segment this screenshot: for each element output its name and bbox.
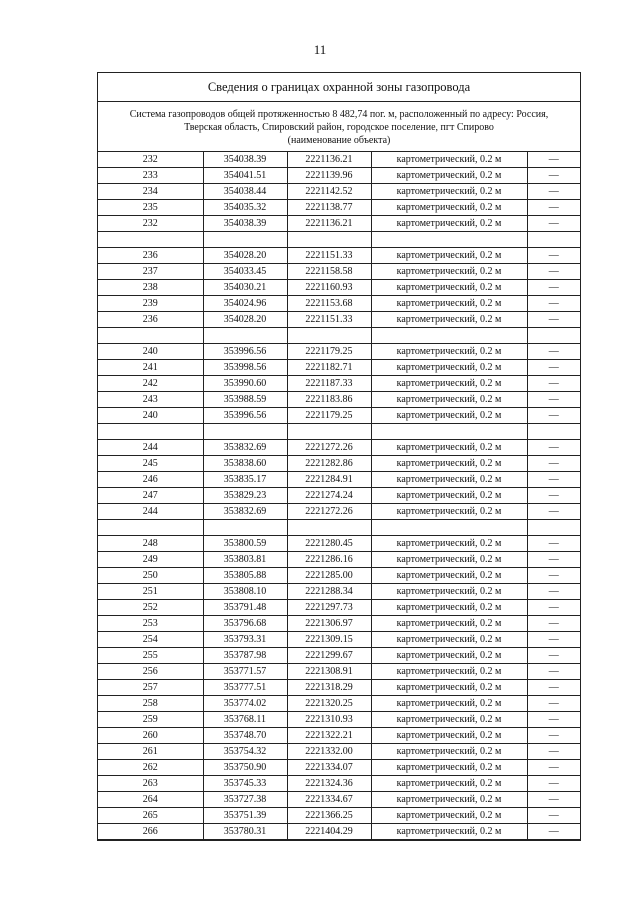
note-cell: —	[527, 552, 580, 568]
y-coordinate-cell: 2221160.93	[287, 280, 371, 296]
method-cell: картометрический, 0.2 м	[371, 216, 527, 232]
point-number-cell: 254	[98, 632, 203, 648]
x-coordinate-cell: 353771.57	[203, 664, 287, 680]
method-cell	[371, 232, 527, 248]
note-cell: —	[527, 600, 580, 616]
x-coordinate-cell: 354028.20	[203, 248, 287, 264]
method-cell: картометрический, 0.2 м	[371, 808, 527, 824]
point-number-cell	[98, 232, 203, 248]
y-coordinate-cell: 2221310.93	[287, 712, 371, 728]
y-coordinate-cell: 2221284.91	[287, 472, 371, 488]
method-cell: картометрический, 0.2 м	[371, 680, 527, 696]
point-number-cell: 264	[98, 792, 203, 808]
note-cell	[527, 232, 580, 248]
note-cell: —	[527, 168, 580, 184]
y-coordinate-cell: 2221138.77	[287, 200, 371, 216]
point-number-cell: 242	[98, 376, 203, 392]
method-cell: картометрический, 0.2 м	[371, 344, 527, 360]
y-coordinate-cell: 2221324.36	[287, 776, 371, 792]
y-coordinate-cell: 2221158.58	[287, 264, 371, 280]
method-cell: картометрический, 0.2 м	[371, 696, 527, 712]
x-coordinate-cell: 353787.98	[203, 648, 287, 664]
y-coordinate-cell: 2221308.91	[287, 664, 371, 680]
table-row	[98, 200, 580, 216]
note-cell: —	[527, 440, 580, 456]
x-coordinate-cell: 353748.70	[203, 728, 287, 744]
y-coordinate-cell: 2221139.96	[287, 168, 371, 184]
point-number-cell: 238	[98, 280, 203, 296]
note-cell: —	[527, 456, 580, 472]
note-cell: —	[527, 792, 580, 808]
table-row-separator	[98, 520, 580, 536]
method-cell: картометрический, 0.2 м	[371, 408, 527, 424]
y-coordinate-cell: 2221280.45	[287, 536, 371, 552]
x-coordinate-cell: 353777.51	[203, 680, 287, 696]
method-cell: картометрический, 0.2 м	[371, 296, 527, 312]
table-row	[98, 536, 580, 552]
note-cell: —	[527, 392, 580, 408]
method-cell: картометрический, 0.2 м	[371, 152, 527, 168]
x-coordinate-cell: 353838.60	[203, 456, 287, 472]
point-number-cell: 258	[98, 696, 203, 712]
method-cell	[371, 328, 527, 344]
object-caption: (наименование объекта)	[287, 135, 391, 146]
table-row	[98, 472, 580, 488]
x-coordinate-cell: 354041.51	[203, 168, 287, 184]
note-cell	[527, 424, 580, 440]
table-row	[98, 600, 580, 616]
method-cell: картометрический, 0.2 м	[371, 376, 527, 392]
note-cell: —	[527, 776, 580, 792]
table-row	[98, 152, 580, 168]
coordinates-table	[98, 152, 580, 840]
y-coordinate-cell: 2221272.26	[287, 504, 371, 520]
table-row	[98, 216, 580, 232]
y-coordinate-cell: 2221318.29	[287, 680, 371, 696]
note-cell: —	[527, 584, 580, 600]
x-coordinate-cell: 354038.39	[203, 216, 287, 232]
x-coordinate-cell: 353996.56	[203, 408, 287, 424]
table-row	[98, 648, 580, 664]
point-number-cell: 263	[98, 776, 203, 792]
x-coordinate-cell: 353832.69	[203, 504, 287, 520]
x-coordinate-cell: 353751.39	[203, 808, 287, 824]
y-coordinate-cell: 2221320.25	[287, 696, 371, 712]
table-row	[98, 632, 580, 648]
note-cell: —	[527, 248, 580, 264]
method-cell: картометрический, 0.2 м	[371, 584, 527, 600]
note-cell: —	[527, 536, 580, 552]
table-row	[98, 344, 580, 360]
y-coordinate-cell: 2221187.33	[287, 376, 371, 392]
point-number-cell: 257	[98, 680, 203, 696]
note-cell: —	[527, 648, 580, 664]
y-coordinate-cell	[287, 520, 371, 536]
y-coordinate-cell: 2221183.86	[287, 392, 371, 408]
point-number-cell: 266	[98, 824, 203, 840]
table-row	[98, 680, 580, 696]
table-row	[98, 616, 580, 632]
y-coordinate-cell: 2221334.07	[287, 760, 371, 776]
method-cell	[371, 424, 527, 440]
point-number-cell: 244	[98, 440, 203, 456]
x-coordinate-cell: 353996.56	[203, 344, 287, 360]
x-coordinate-cell: 353832.69	[203, 440, 287, 456]
table-row	[98, 504, 580, 520]
x-coordinate-cell: 354035.32	[203, 200, 287, 216]
method-cell: картометрический, 0.2 м	[371, 312, 527, 328]
point-number-cell: 256	[98, 664, 203, 680]
table-row	[98, 440, 580, 456]
point-number-cell: 232	[98, 152, 203, 168]
x-coordinate-cell: 353791.48	[203, 600, 287, 616]
y-coordinate-cell	[287, 424, 371, 440]
point-number-cell: 265	[98, 808, 203, 824]
x-coordinate-cell: 353745.33	[203, 776, 287, 792]
y-coordinate-cell: 2221136.21	[287, 216, 371, 232]
method-cell: картометрический, 0.2 м	[371, 456, 527, 472]
table-row	[98, 792, 580, 808]
note-cell	[527, 328, 580, 344]
table-row	[98, 248, 580, 264]
note-cell: —	[527, 216, 580, 232]
note-cell: —	[527, 616, 580, 632]
point-number-cell: 261	[98, 744, 203, 760]
document-title: Сведения о границах охранной зоны газопровода	[98, 73, 580, 102]
table-row	[98, 184, 580, 200]
note-cell: —	[527, 344, 580, 360]
x-coordinate-cell: 354038.44	[203, 184, 287, 200]
point-number-cell: 241	[98, 360, 203, 376]
note-cell: —	[527, 280, 580, 296]
x-coordinate-cell: 353796.68	[203, 616, 287, 632]
y-coordinate-cell: 2221299.67	[287, 648, 371, 664]
point-number-cell: 245	[98, 456, 203, 472]
method-cell: картометрический, 0.2 м	[371, 536, 527, 552]
point-number-cell: 255	[98, 648, 203, 664]
y-coordinate-cell: 2221322.21	[287, 728, 371, 744]
x-coordinate-cell: 353998.56	[203, 360, 287, 376]
method-cell: картометрический, 0.2 м	[371, 616, 527, 632]
point-number-cell: 252	[98, 600, 203, 616]
method-cell: картометрический, 0.2 м	[371, 648, 527, 664]
y-coordinate-cell	[287, 328, 371, 344]
method-cell: картометрический, 0.2 м	[371, 568, 527, 584]
note-cell: —	[527, 824, 580, 840]
x-coordinate-cell: 354033.45	[203, 264, 287, 280]
method-cell: картометрический, 0.2 м	[371, 552, 527, 568]
point-number-cell: 239	[98, 296, 203, 312]
table-row	[98, 392, 580, 408]
x-coordinate-cell: 353835.17	[203, 472, 287, 488]
method-cell: картометрический, 0.2 м	[371, 264, 527, 280]
y-coordinate-cell: 2221153.68	[287, 296, 371, 312]
point-number-cell: 237	[98, 264, 203, 280]
method-cell: картометрический, 0.2 м	[371, 200, 527, 216]
y-coordinate-cell: 2221334.67	[287, 792, 371, 808]
point-number-cell: 260	[98, 728, 203, 744]
point-number-cell	[98, 424, 203, 440]
point-number-cell: 232	[98, 216, 203, 232]
method-cell: картометрический, 0.2 м	[371, 440, 527, 456]
table-row	[98, 312, 580, 328]
x-coordinate-cell: 353990.60	[203, 376, 287, 392]
method-cell	[371, 520, 527, 536]
note-cell: —	[527, 360, 580, 376]
object-description	[98, 102, 580, 152]
table-row	[98, 264, 580, 280]
point-number-cell: 236	[98, 312, 203, 328]
y-coordinate-cell: 2221332.00	[287, 744, 371, 760]
method-cell: картометрический, 0.2 м	[371, 744, 527, 760]
note-cell: —	[527, 664, 580, 680]
y-coordinate-cell: 2221179.25	[287, 408, 371, 424]
point-number-cell: 246	[98, 472, 203, 488]
method-cell: картометрический, 0.2 м	[371, 488, 527, 504]
table-row	[98, 808, 580, 824]
method-cell: картометрический, 0.2 м	[371, 504, 527, 520]
y-coordinate-cell: 2221286.16	[287, 552, 371, 568]
y-coordinate-cell: 2221285.00	[287, 568, 371, 584]
note-cell: —	[527, 728, 580, 744]
x-coordinate-cell: 353793.31	[203, 632, 287, 648]
table-row	[98, 376, 580, 392]
y-coordinate-cell	[287, 232, 371, 248]
y-coordinate-cell: 2221288.34	[287, 584, 371, 600]
table-row	[98, 488, 580, 504]
x-coordinate-cell: 354038.39	[203, 152, 287, 168]
method-cell: картометрический, 0.2 м	[371, 168, 527, 184]
x-coordinate-cell: 353805.88	[203, 568, 287, 584]
y-coordinate-cell: 2221142.52	[287, 184, 371, 200]
table-row	[98, 296, 580, 312]
method-cell: картометрический, 0.2 м	[371, 712, 527, 728]
table-row	[98, 776, 580, 792]
note-cell: —	[527, 184, 580, 200]
method-cell: картометрический, 0.2 м	[371, 728, 527, 744]
x-coordinate-cell: 353829.23	[203, 488, 287, 504]
table-row	[98, 568, 580, 584]
table-row	[98, 664, 580, 680]
table-row	[98, 744, 580, 760]
point-number-cell: 243	[98, 392, 203, 408]
method-cell: картометрический, 0.2 м	[371, 472, 527, 488]
x-coordinate-cell	[203, 328, 287, 344]
table-row	[98, 712, 580, 728]
y-coordinate-cell: 2221179.25	[287, 344, 371, 360]
table-row	[98, 696, 580, 712]
object-line-2: Тверская область, Спировский район, городское поселение, пгт Спирово	[184, 122, 494, 133]
method-cell: картометрический, 0.2 м	[371, 360, 527, 376]
y-coordinate-cell: 2221404.29	[287, 824, 371, 840]
x-coordinate-cell: 353808.10	[203, 584, 287, 600]
point-number-cell: 235	[98, 200, 203, 216]
point-number-cell: 251	[98, 584, 203, 600]
page-number: 11	[313, 42, 327, 57]
x-coordinate-cell: 353768.11	[203, 712, 287, 728]
method-cell: картометрический, 0.2 м	[371, 792, 527, 808]
table-row-separator	[98, 424, 580, 440]
note-cell: —	[527, 504, 580, 520]
note-cell: —	[527, 200, 580, 216]
x-coordinate-cell: 353727.38	[203, 792, 287, 808]
point-number-cell: 250	[98, 568, 203, 584]
point-number-cell: 262	[98, 760, 203, 776]
method-cell: картометрический, 0.2 м	[371, 600, 527, 616]
point-number-cell: 248	[98, 536, 203, 552]
x-coordinate-cell: 353754.32	[203, 744, 287, 760]
x-coordinate-cell	[203, 232, 287, 248]
table-row	[98, 728, 580, 744]
x-coordinate-cell	[203, 520, 287, 536]
note-cell: —	[527, 152, 580, 168]
table-row-separator	[98, 328, 580, 344]
x-coordinate-cell: 353780.31	[203, 824, 287, 840]
note-cell: —	[527, 632, 580, 648]
y-coordinate-cell: 2221182.71	[287, 360, 371, 376]
note-cell: —	[527, 696, 580, 712]
method-cell: картометрический, 0.2 м	[371, 248, 527, 264]
note-cell	[527, 520, 580, 536]
x-coordinate-cell: 354030.21	[203, 280, 287, 296]
method-cell: картометрический, 0.2 м	[371, 392, 527, 408]
x-coordinate-cell: 354028.20	[203, 312, 287, 328]
note-cell: —	[527, 376, 580, 392]
y-coordinate-cell: 2221282.86	[287, 456, 371, 472]
y-coordinate-cell: 2221274.24	[287, 488, 371, 504]
y-coordinate-cell: 2221136.21	[287, 152, 371, 168]
point-number-cell	[98, 520, 203, 536]
table-row	[98, 584, 580, 600]
table-row	[98, 552, 580, 568]
y-coordinate-cell: 2221297.73	[287, 600, 371, 616]
x-coordinate-cell: 353750.90	[203, 760, 287, 776]
x-coordinate-cell	[203, 424, 287, 440]
table-row	[98, 456, 580, 472]
method-cell: картометрический, 0.2 м	[371, 760, 527, 776]
method-cell: картометрический, 0.2 м	[371, 776, 527, 792]
y-coordinate-cell: 2221272.26	[287, 440, 371, 456]
x-coordinate-cell: 353800.59	[203, 536, 287, 552]
note-cell: —	[527, 744, 580, 760]
table-row-separator	[98, 232, 580, 248]
note-cell: —	[527, 568, 580, 584]
point-number-cell	[98, 328, 203, 344]
x-coordinate-cell: 353988.59	[203, 392, 287, 408]
method-cell: картометрический, 0.2 м	[371, 632, 527, 648]
method-cell: картометрический, 0.2 м	[371, 184, 527, 200]
point-number-cell: 240	[98, 408, 203, 424]
table-row	[98, 168, 580, 184]
note-cell: —	[527, 312, 580, 328]
point-number-cell: 236	[98, 248, 203, 264]
table-row	[98, 760, 580, 776]
point-number-cell: 240	[98, 344, 203, 360]
note-cell: —	[527, 488, 580, 504]
y-coordinate-cell: 2221151.33	[287, 312, 371, 328]
y-coordinate-cell: 2221151.33	[287, 248, 371, 264]
point-number-cell: 244	[98, 504, 203, 520]
note-cell: —	[527, 712, 580, 728]
point-number-cell: 249	[98, 552, 203, 568]
point-number-cell: 234	[98, 184, 203, 200]
table-row	[98, 824, 580, 840]
note-cell: —	[527, 808, 580, 824]
point-number-cell: 253	[98, 616, 203, 632]
point-number-cell: 259	[98, 712, 203, 728]
document-frame	[97, 72, 581, 841]
note-cell: —	[527, 680, 580, 696]
table-row	[98, 360, 580, 376]
x-coordinate-cell: 353774.02	[203, 696, 287, 712]
method-cell: картометрический, 0.2 м	[371, 280, 527, 296]
method-cell: картометрический, 0.2 м	[371, 664, 527, 680]
point-number-cell: 247	[98, 488, 203, 504]
x-coordinate-cell: 353803.81	[203, 552, 287, 568]
table-row	[98, 408, 580, 424]
y-coordinate-cell: 2221306.97	[287, 616, 371, 632]
note-cell: —	[527, 472, 580, 488]
y-coordinate-cell: 2221309.15	[287, 632, 371, 648]
note-cell: —	[527, 264, 580, 280]
note-cell: —	[527, 760, 580, 776]
object-line-1: Система газопроводов общей протяженностью 8 482,74 пог. м, расположенный по адресу: Россия,	[129, 109, 549, 120]
point-number-cell: 233	[98, 168, 203, 184]
y-coordinate-cell: 2221366.25	[287, 808, 371, 824]
note-cell: —	[527, 408, 580, 424]
note-cell: —	[527, 296, 580, 312]
table-row	[98, 280, 580, 296]
method-cell: картометрический, 0.2 м	[371, 824, 527, 840]
x-coordinate-cell: 354024.96	[203, 296, 287, 312]
